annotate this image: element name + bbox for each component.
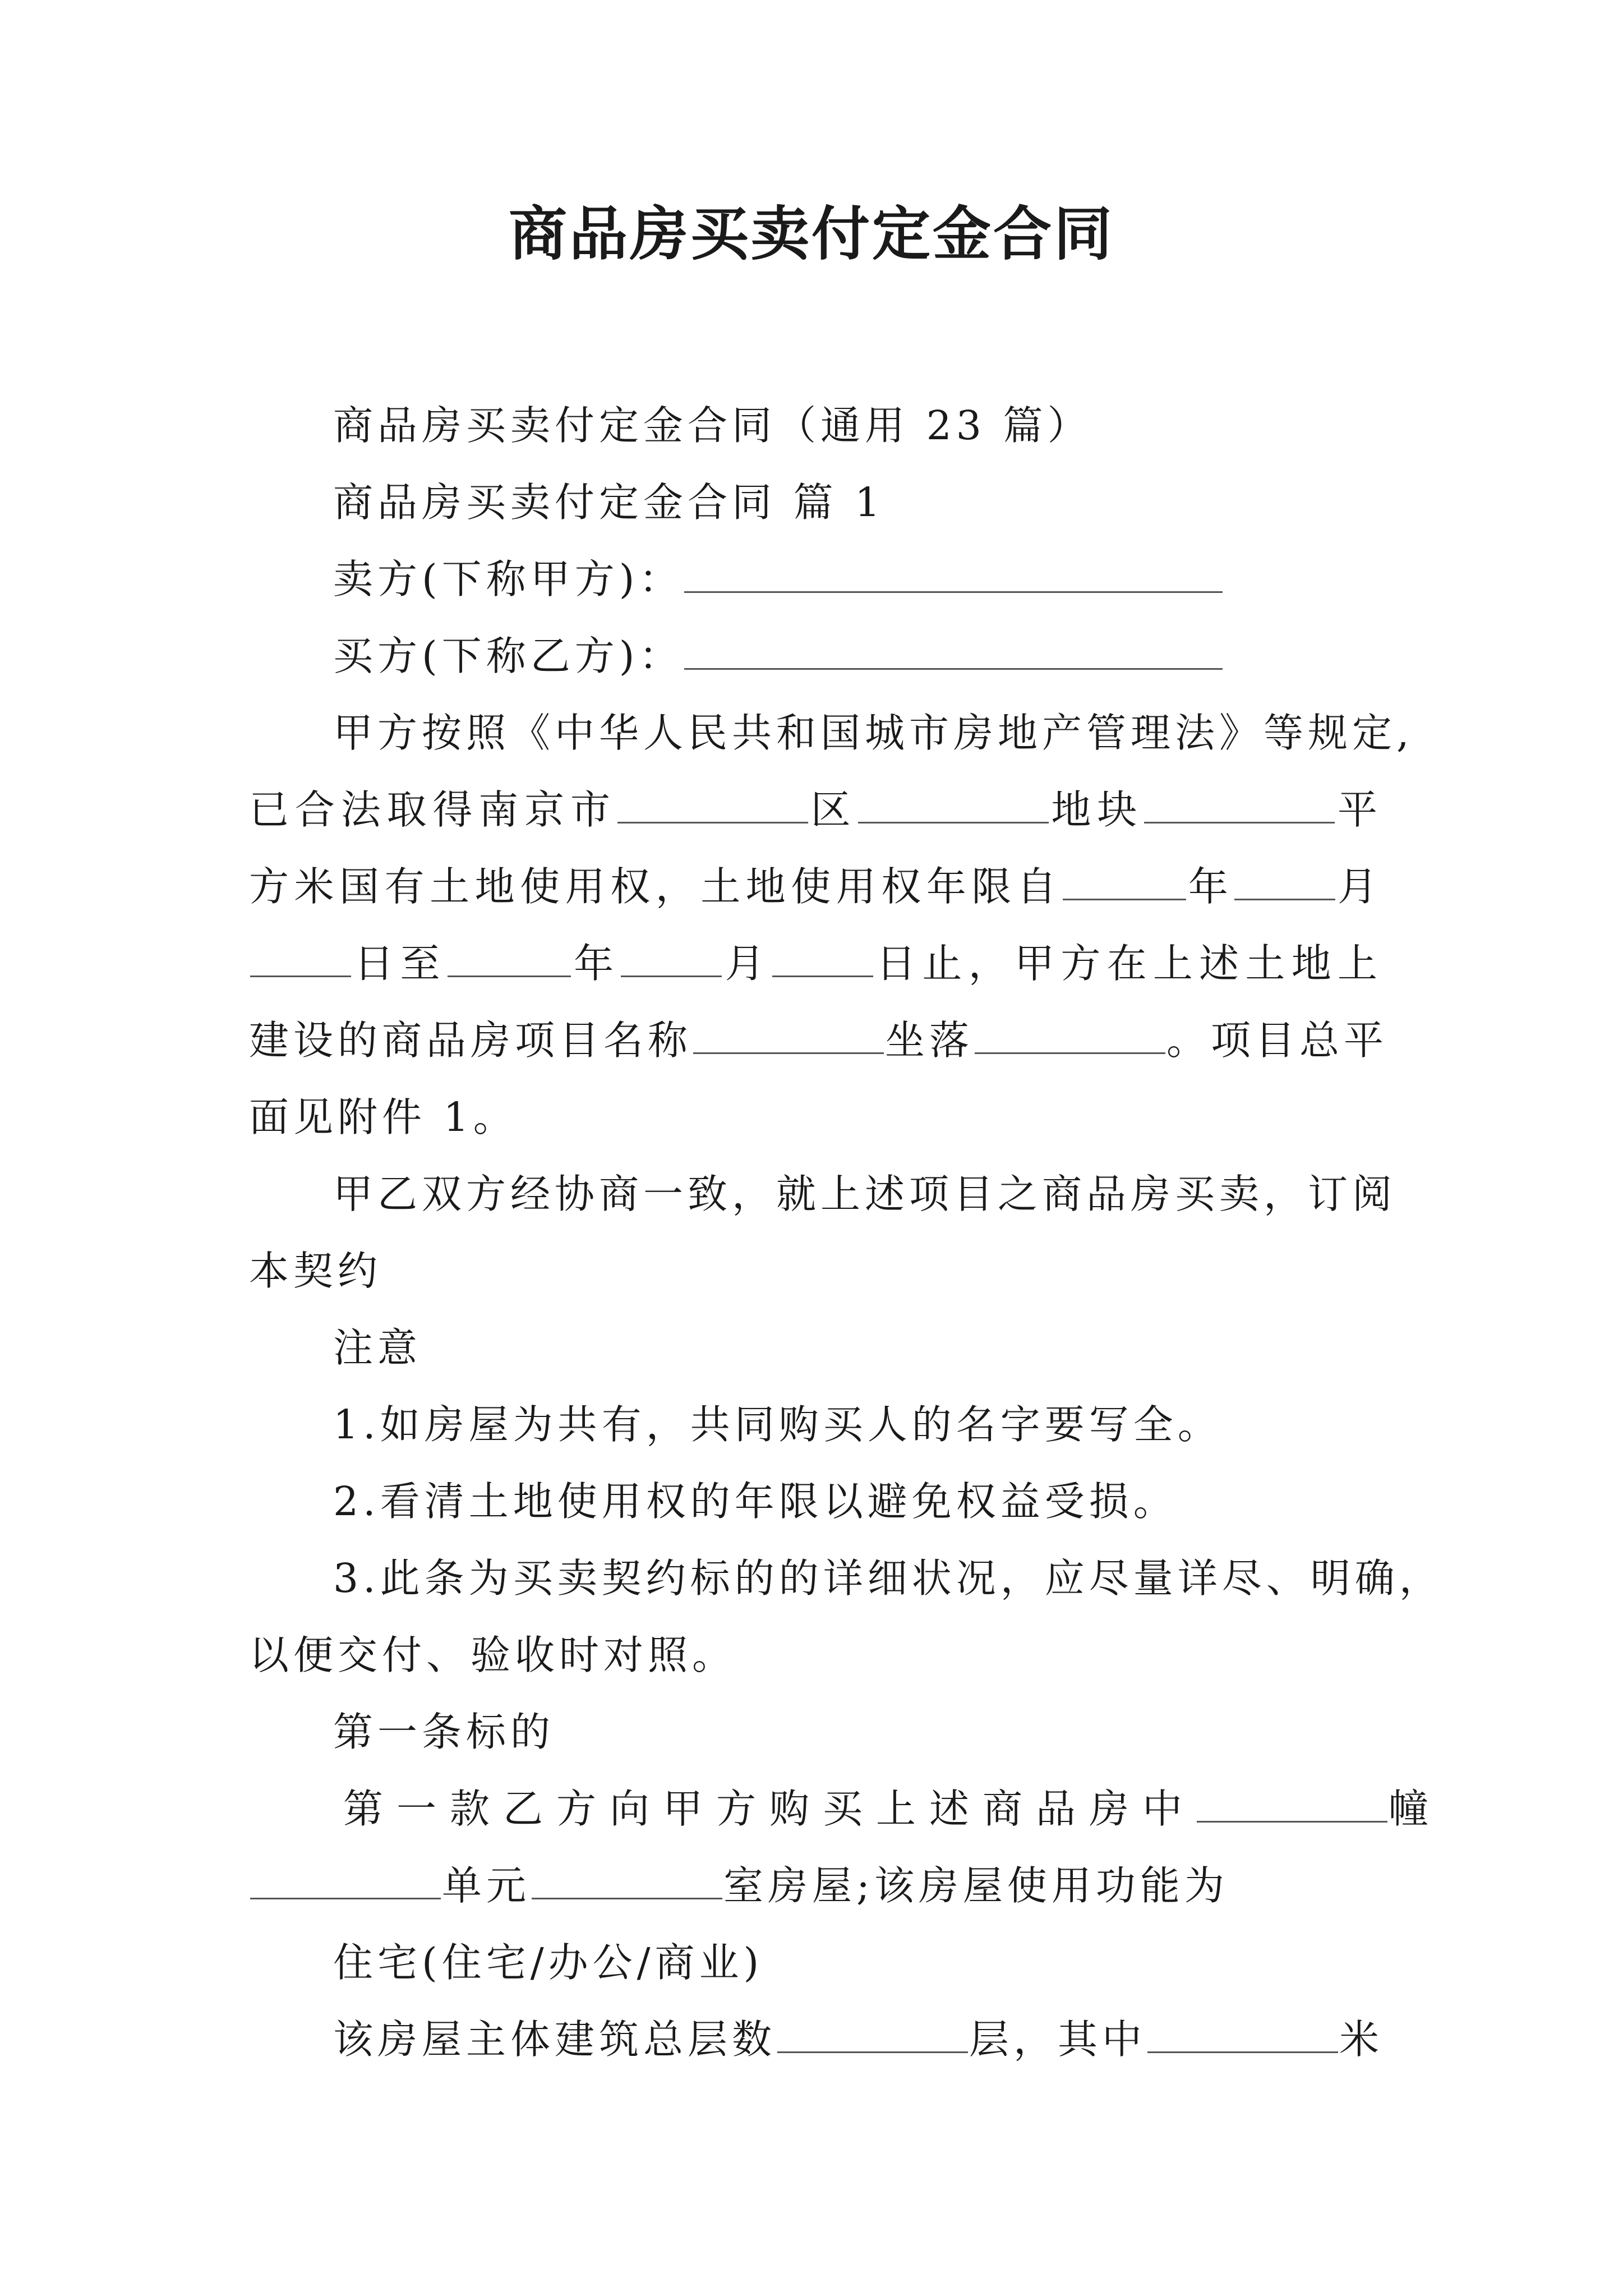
text-segment: 该房屋主体建筑总层数 [333,2016,777,2063]
text-segment: 平 [1336,786,1382,833]
blank-field [448,942,571,977]
note-item: 以便交付、验收时对照。 [249,1632,737,1678]
paragraph-line: 甲乙双方经协商一致，就上述项目之商品房买卖，订阅 [333,1171,1397,1217]
seller-line [249,541,1382,618]
text-segment: 建设的商品房项目名称 [249,1017,693,1064]
text-segment: 幢 [1389,1786,1442,1832]
blank-field [1147,2018,1338,2053]
article-line [249,1770,1442,1847]
blank-field [975,1019,1165,1054]
blank-field [250,942,351,977]
blank-field [1144,788,1335,823]
text-segment: 室房屋;该房屋使用功能为 [723,1862,1229,1909]
text-segment: 地块 [1049,786,1144,833]
article-line [249,2001,1382,2078]
article-line [249,1847,1382,1924]
article-line: 住宅(住宅/办公/商业) [333,1939,764,1986]
paragraph-line: 面见附件 1。 [249,1094,518,1140]
text-segment: 月 [1336,863,1382,910]
article-heading: 第一条标的 [333,1709,555,1755]
text-segment: 。项目总平 [1166,1017,1389,1064]
paragraph-line [249,925,1382,1002]
seller-blank [684,558,1223,593]
subtitle-line: 商品房买卖付定金合同（通用 23 篇） [333,402,1092,449]
paragraph-line [249,771,1382,848]
blank-field [1197,1787,1387,1823]
text-segment: 日至 [352,940,446,987]
blank-field [772,942,873,977]
text-segment: 层，其中 [969,2016,1147,2063]
text-segment: 坐落 [885,1017,974,1064]
buyer-blank [684,634,1223,670]
note-item: 2.看清土地使用权的年限以避免权益受损。 [333,1478,1178,1525]
chapter-line: 商品房买卖付定金合同 篇 1 [333,479,885,526]
seller-label: 卖方(下称甲方)： [333,556,684,602]
blank-field [777,2018,968,2053]
text-segment: 日止，甲方在上述土地上 [874,940,1382,987]
document-title: 商品房买卖付定金合同 [508,199,1114,268]
blank-field [250,1864,441,1899]
paragraph-line [249,1002,1389,1079]
buyer-label: 买方(下称乙方)： [333,633,684,679]
text-segment: 米 [1339,2016,1384,2063]
text-segment: 年 [571,940,620,987]
blank-field [1063,865,1186,900]
blank-field [858,788,1049,823]
text-segment: 区 [809,786,857,833]
text-segment: 方米国有土地使用权，土地使用权年限自 [249,863,1062,910]
blank-field [621,942,722,977]
document-body [249,387,1444,2078]
text-segment: 已合法取得南京市 [249,786,616,833]
note-item: 1.如房屋为共有，共同购买人的名字要写全。 [333,1401,1222,1448]
text-segment: 第一款乙方向甲方购买上述商品房中 [343,1786,1196,1832]
note-item: 3.此条为买卖契约标的的详细状况，应尽量详尽、明确， [333,1555,1444,1602]
text-segment: 月 [723,940,771,987]
buyer-line [249,618,1382,694]
paragraph-line: 甲方按照《中华人民共和国城市房地产管理法》等规定, [333,710,1414,756]
blank-field [617,788,808,823]
paragraph-line [249,848,1382,925]
paragraph-line: 本契约 [249,1248,382,1294]
text-segment: 单元 [442,1862,531,1909]
blank-field [532,1864,722,1899]
blank-field [1234,865,1335,900]
note-heading: 注意 [333,1324,422,1371]
text-segment: 年 [1187,863,1234,910]
blank-field [693,1019,884,1054]
